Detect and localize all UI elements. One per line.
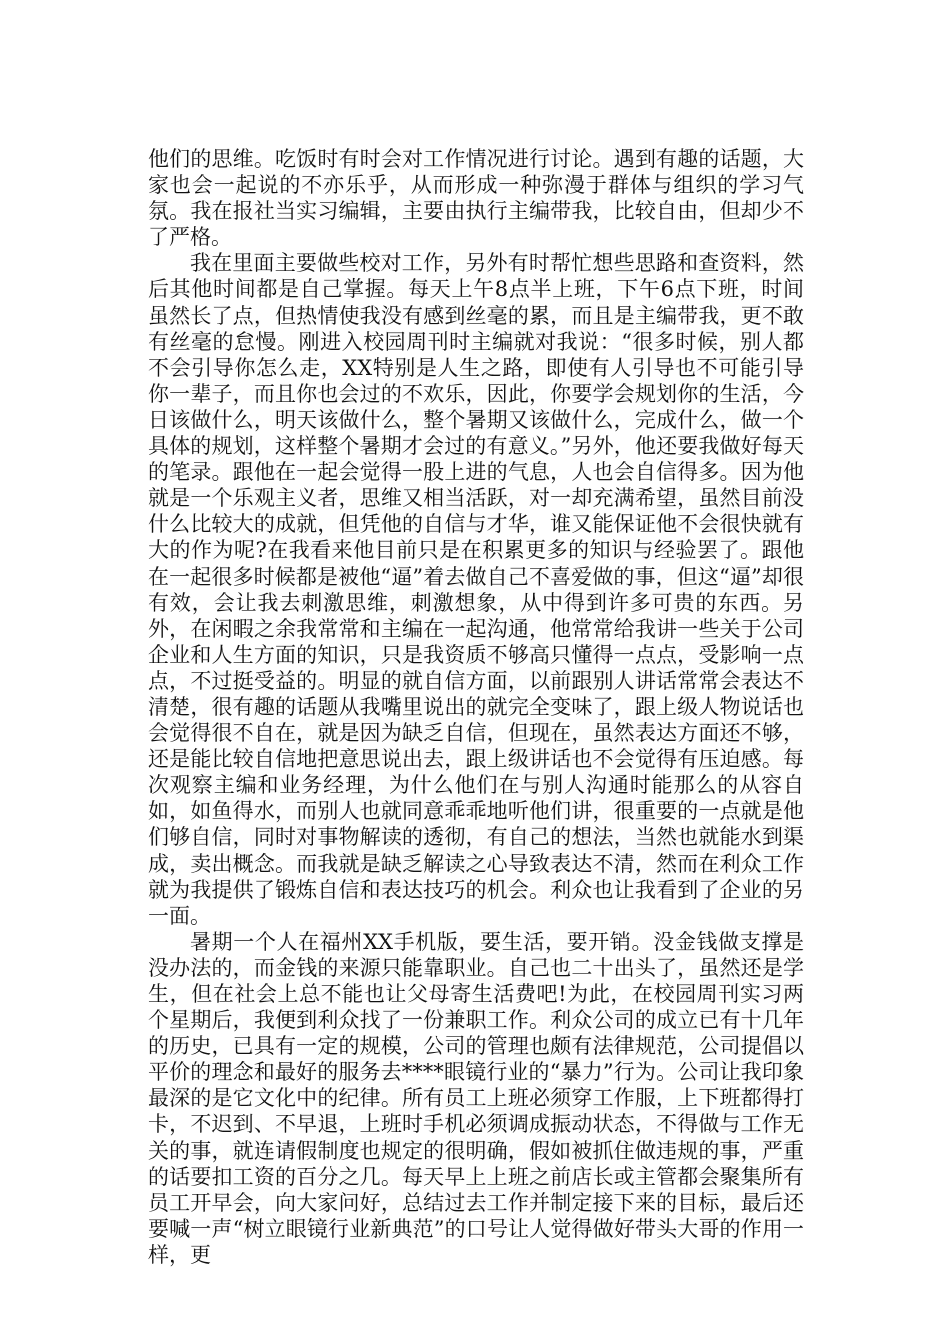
paragraph-proofreading-work: 我在里面主要做些校对工作，另外有时帮忙想些思路和查资料，然后其他时间都是自己掌握。每天上午8点半上班，下午6点下班，时间虽然长了点，但热情使我没有感到丝毫的累，而且是主编带我，更不敢有丝毫的怠慢。刚进入校园周刊时主编就对我说：“很多时候，别人都不会引导你怎么走，XX特别是人生之路，即使有人引导也不可能引导你一辈子，而且你也会过的不欢乐，因此，你要学会规划你的生活，今日该做什么，明天该做什么，整个暑期又该做什么，完成什么，做一个具体的规划，这样整个暑期才会过的有意义。”另外，他还要我做好每天的笔录。跟他在一起会觉得一股上进的气息，人也会自信得多。因为他就是一个乐观主义者，思维又相当活跃，对一却充满希望，虽然目前没什么比较大的成就，但凭他的自信与才华，谁又能保证他不会很快就有大的作为呢?在我看来他目前只是在积累更多的知识与经验罢了。跟他在一起很多时候都是被他“逼”着去做自己不喜爱做的事，但这“逼”却很有效，会让我去刺激思维，刺激想象，从中得到许多可贵的东西。另外，在闲暇之余我常常和主编在一起沟通，他常常给我讲一些关于公司企业和人生方面的知识，只是我资质不够高只懂得一点点，受影响一点点，不过挺受益的。明显的就自信方面，以前跟别人讲话常常会表达不清楚，很有趣的话题从我嘴里说出的就完全变味了，跟上级人物说话也会觉得很不自在，就是因为缺乏自信，但现在，虽然表达方面还不够，还是能比较自信地把意思说出去，跟上级讲话也不会觉得有压迫感。每次观察主编和业务经理，为什么他们在与别人沟通时能那么的从容自如，如鱼得水，而别人也就同意乖乖地听他们讲，很重要的一点就是他们够自信，同时对事物解读的透彻，有自己的想法，当然也就能水到渠成，卖出概念。而我就是缺乏解读之心导致表达不清，然而在利众工作就为我提供了锻炼自信和表达技巧的机会。利众也让我看到了企业的另一面。	[148, 251, 804, 928]
paragraph-summer-job: 暑期一个人在福州XX手机版，要生活，要开销。没金钱做支撑是没办法的，而金钱的来源只能靠职业。自己也二十出头了，虽然还是学生，但在社会上总不能也让父母寄生活费吧!为此，在校园周刊实习两个星期后，我便到利众找了一份兼职工作。利众公司的成立已有十几年的历史，已具有一定的规模，公司的管理也颇有法律规范，公司提倡以平价的理念和最好的服务去****眼镜行业的“暴力”行为。公司让我印象最深的是它文化中的纪律。所有员工上班必须穿工作服，上下班都得打卡，不迟到、不早退，上班时手机必须调成振动状态，不得做与工作无关的事，就连请假制度也规定的很明确，假如被抓住做违规的事，严重的话要扣工资的百分之几。每天早上上班之前店长或主管都会聚集所有员工开早会，向大家问好，总结过去工作并制定接下来的目标，最后还要喊一声“树立眼镜行业新典范”的口号让人觉得做好带头大哥的作用一样，更	[148, 929, 804, 1267]
document-page	[148, 146, 804, 1268]
paragraph-continuation: 他们的思维。吃饭时有时会对工作情况进行讨论。遇到有趣的话题，大家也会一起说的不亦乐乎，从而形成一种弥漫于群体与组织的学习气氛。我在报社当实习编辑，主要由执行主编带我，比较自由，但却少不了严格。	[148, 147, 804, 250]
